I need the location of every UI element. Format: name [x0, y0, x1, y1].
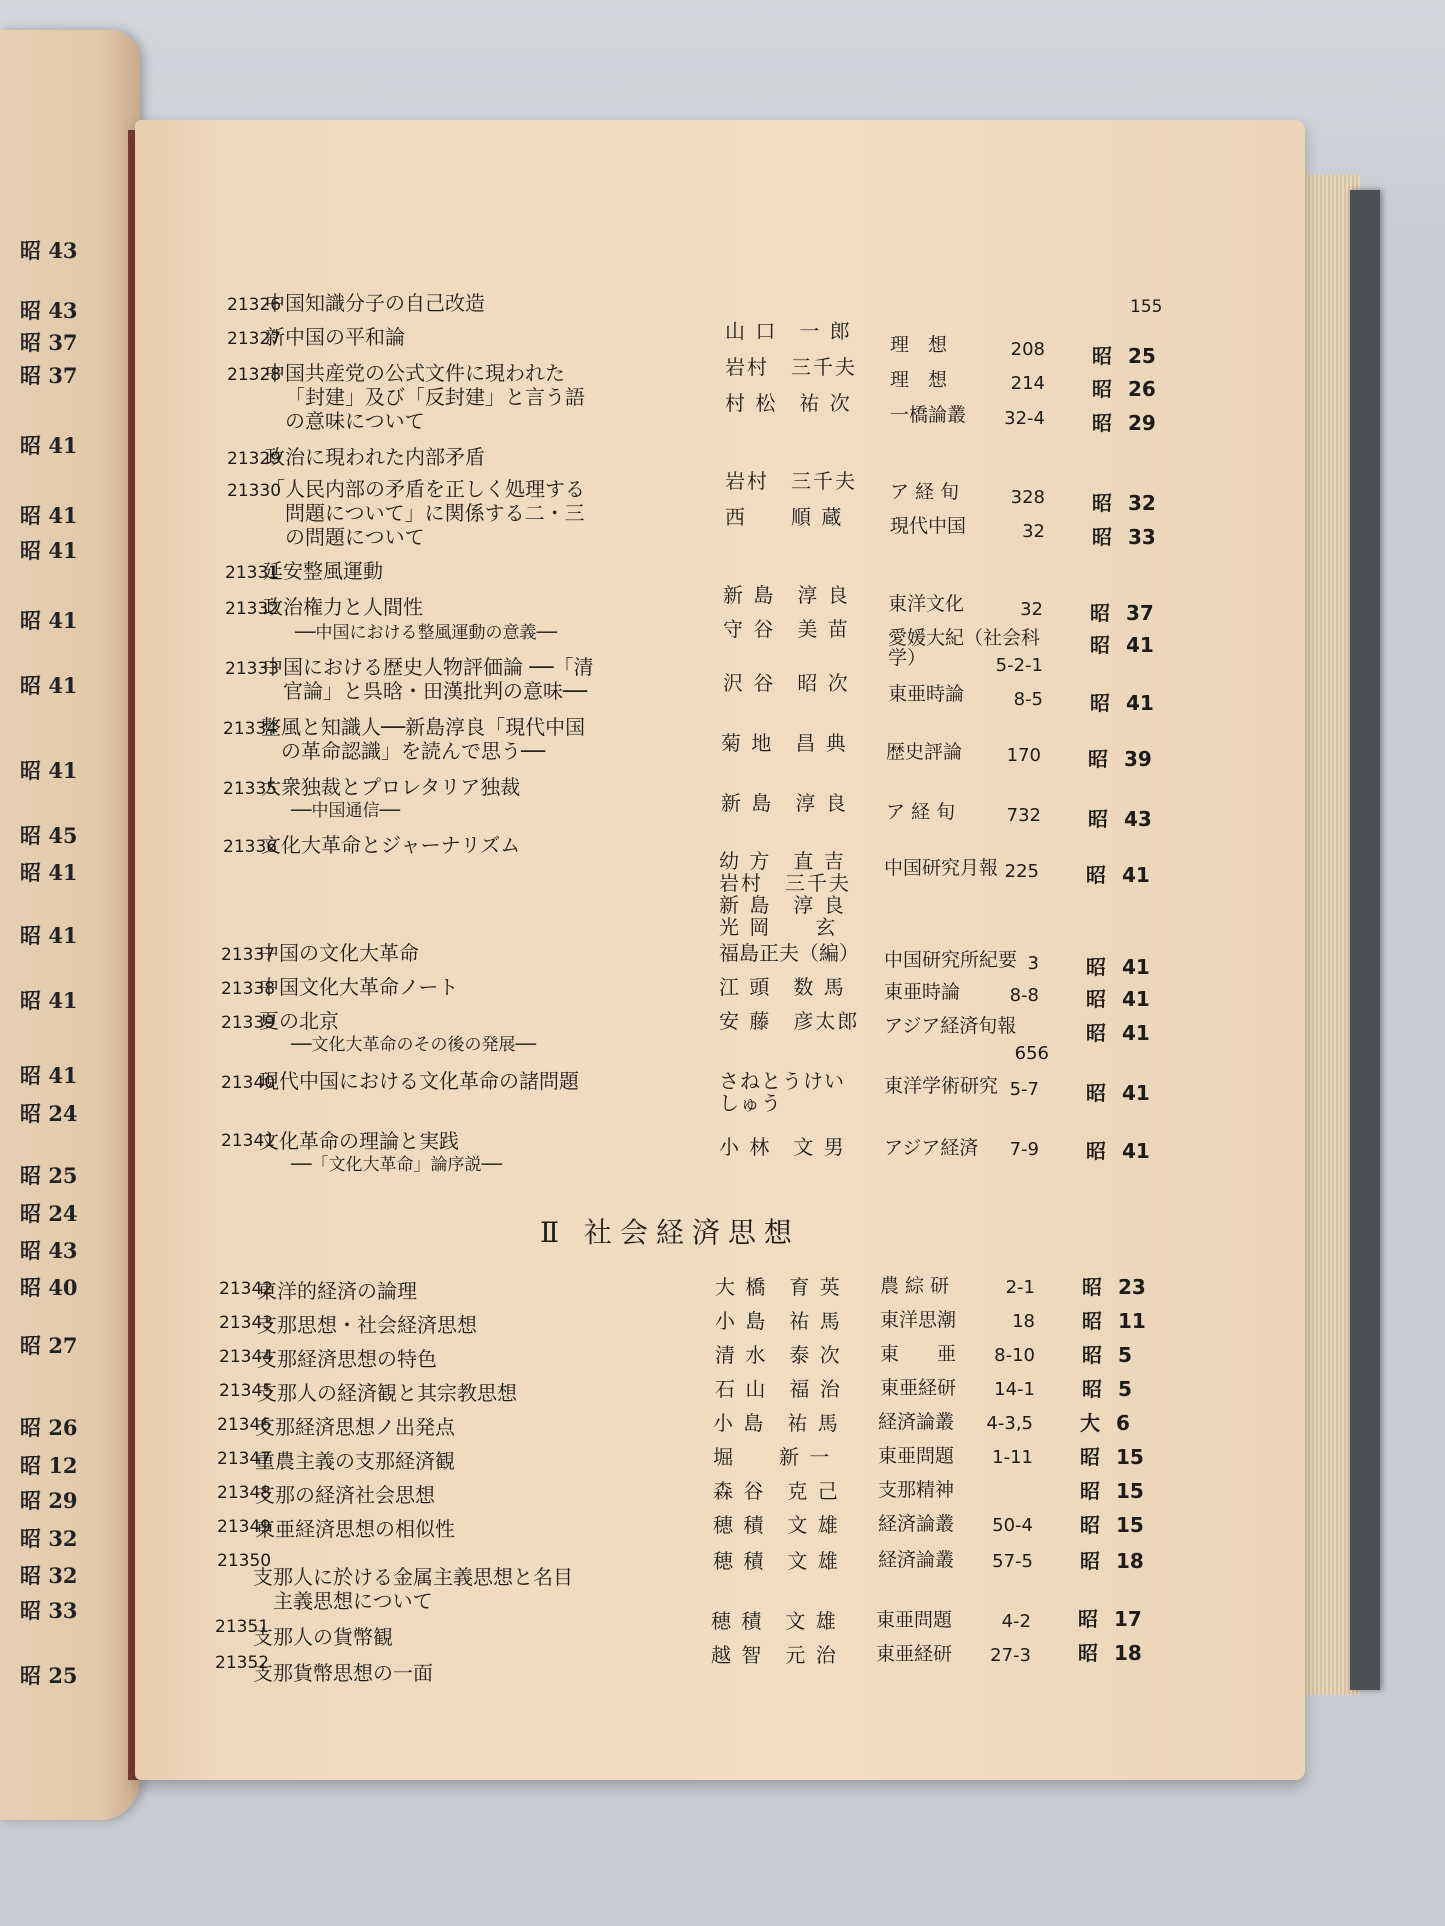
journal-line2: 学）: [888, 647, 927, 669]
year: 18: [1116, 1549, 1144, 1573]
left-era: 昭: [20, 1415, 41, 1440]
year: 41: [1122, 955, 1150, 979]
entry-subtitle: ──中国通信──: [291, 801, 400, 821]
left-era: 昭: [20, 823, 41, 848]
era: 昭: [1086, 1081, 1106, 1105]
era: 昭: [1078, 1607, 1098, 1631]
entry-number: 21343: [219, 1313, 274, 1333]
era: 昭: [1078, 1641, 1098, 1665]
journal: 愛媛大紀（社会科: [888, 627, 1041, 649]
left-year: 24: [48, 1201, 78, 1226]
year: 39: [1124, 747, 1152, 771]
entry-title: 延安整風運動: [263, 559, 383, 583]
volume: 50-4: [992, 1515, 1033, 1536]
volume: 8-5: [1013, 689, 1043, 710]
author-line3: 新 島 淳 良: [719, 893, 846, 917]
year: 29: [1128, 411, 1156, 435]
entry-title: 中国知識分子の自己改造: [265, 291, 485, 315]
entry-number: 21351: [215, 1617, 270, 1637]
era: 昭: [1082, 1275, 1102, 1299]
year: 41: [1122, 1139, 1150, 1163]
left-era: 昭: [20, 1238, 41, 1263]
left-year: 41: [48, 860, 78, 885]
entry-title: 支那人の経済観と其宗教思想: [257, 1381, 517, 1405]
year: 26: [1128, 377, 1156, 401]
author: 穂 積 文 雄: [713, 1513, 840, 1537]
left-era: 昭: [20, 330, 41, 355]
entry-number: 21334: [223, 719, 278, 739]
left-year: 41: [48, 503, 78, 528]
volume: 214: [1010, 373, 1045, 394]
left-year: 41: [48, 988, 78, 1013]
entry-title: 中国共産党の公式文件に現われた: [265, 361, 565, 385]
era: 昭: [1086, 987, 1106, 1011]
year: 15: [1116, 1445, 1144, 1469]
entry-title: 大衆独裁とプロレタリア独裁: [261, 775, 521, 799]
entry-number: 21331: [225, 563, 280, 583]
volume: 328: [1010, 487, 1045, 508]
era: 昭: [1086, 1139, 1106, 1163]
journal: アジア経済旬報: [884, 1015, 1017, 1037]
year: 6: [1116, 1411, 1130, 1435]
author: 小 島 祐 馬: [715, 1309, 842, 1333]
entry-title: 整風と知識人──新島淳良「現代中国: [261, 715, 586, 739]
volume: 5-7: [1009, 1079, 1039, 1100]
volume: 8-10: [994, 1345, 1035, 1366]
year: 41: [1122, 987, 1150, 1011]
entry-number: 21337: [221, 945, 276, 965]
volume: 170: [1006, 745, 1041, 766]
entry-number: 21349: [217, 1517, 272, 1537]
volume: 656: [1014, 1043, 1049, 1064]
journal: 経済論叢: [878, 1411, 955, 1433]
volume: 2-1: [1005, 1277, 1035, 1298]
volume: 4-2: [1001, 1611, 1031, 1632]
author: 西 順 蔵: [725, 505, 844, 529]
author: 山 口 一 郎: [725, 319, 852, 343]
left-era: 昭: [20, 298, 41, 323]
left-year: 41: [48, 433, 78, 458]
entry-title: 政治に現われた内部矛盾: [265, 445, 485, 469]
era: 昭: [1090, 691, 1110, 715]
author: 守 谷 美 苗: [723, 617, 850, 641]
entry-title: 重農主義の支那経済観: [255, 1449, 455, 1473]
journal: 東亜問題: [878, 1445, 955, 1467]
entry-number: 21340: [221, 1073, 276, 1093]
entry-title: 夏の北京: [259, 1009, 339, 1033]
journal: 東亜経研: [880, 1377, 957, 1399]
author: 沢 谷 昭 次: [723, 671, 850, 695]
era: 昭: [1092, 525, 1112, 549]
author: 菊 地 昌 典: [721, 731, 848, 755]
left-era: 昭: [20, 1101, 41, 1126]
entry-subtitle: ──「文化大革命」論序説──: [291, 1155, 502, 1175]
entry-number: 21332: [225, 599, 280, 619]
author: 小 林 文 男: [719, 1135, 846, 1159]
entry-number: 21347: [217, 1449, 272, 1469]
entry-number: 21348: [217, 1483, 272, 1503]
left-era: 昭: [20, 1275, 41, 1300]
entry-title: 東亜経済思想の相似性: [255, 1517, 455, 1541]
entry-title-line2: 問題について」に関係する二・三: [285, 501, 585, 525]
era: 昭: [1092, 344, 1112, 368]
author: 新 島 淳 良: [721, 791, 848, 815]
entry-number: 21352: [215, 1653, 270, 1673]
right-page: [135, 120, 1305, 1780]
left-era: 昭: [20, 1453, 41, 1478]
left-year: 12: [48, 1453, 78, 1478]
year: 43: [1124, 807, 1152, 831]
journal: 東亜時論: [884, 981, 961, 1003]
left-year: 29: [48, 1488, 78, 1513]
author: 穂 積 文 雄: [711, 1609, 838, 1633]
journal: 理 想: [890, 334, 948, 356]
left-era: 昭: [20, 363, 41, 388]
entry-title: 支那経済思想ノ出発点: [255, 1415, 455, 1439]
left-year: 33: [48, 1598, 78, 1623]
entry-title: 新中国の平和論: [265, 325, 405, 349]
left-year: 43: [48, 1238, 78, 1263]
volume: 27-3: [990, 1645, 1031, 1666]
author: 石 山 福 治: [715, 1377, 842, 1401]
entry-title-line2: 主義思想について: [273, 1589, 433, 1613]
entry-number: 21350: [217, 1551, 272, 1571]
left-year: 43: [48, 298, 78, 323]
author: 堀 新 一: [713, 1445, 832, 1469]
entry-number: 21336: [223, 837, 278, 857]
left-year: 24: [48, 1101, 78, 1126]
era: 昭: [1090, 601, 1110, 625]
era: 大: [1080, 1411, 1100, 1435]
entry-number: 21326: [227, 295, 282, 315]
entry-number: 21344: [219, 1347, 274, 1367]
year: 15: [1116, 1479, 1144, 1503]
left-year: 41: [48, 673, 78, 698]
volume: 3: [1027, 953, 1039, 974]
era: 昭: [1090, 633, 1110, 657]
era: 昭: [1080, 1513, 1100, 1537]
entry-title: 中国の文化大革命: [259, 941, 419, 965]
left-year: 32: [48, 1526, 78, 1551]
left-era: 昭: [20, 1063, 41, 1088]
entry-number: 21327: [227, 329, 282, 349]
page-number: 155: [1130, 297, 1163, 317]
left-year: 26: [48, 1415, 78, 1440]
section-heading: Ⅱ 社会経済思想: [540, 1216, 800, 1249]
left-era: 昭: [20, 1663, 41, 1688]
era: 昭: [1082, 1309, 1102, 1333]
left-year: 43: [48, 238, 78, 263]
author: 穂 積 文 雄: [713, 1549, 840, 1573]
left-year: 41: [48, 758, 78, 783]
author: 大 橋 育 英: [715, 1275, 842, 1299]
year: 32: [1128, 491, 1156, 515]
volume: 225: [1004, 861, 1039, 882]
era: 昭: [1092, 411, 1112, 435]
year: 41: [1122, 1021, 1150, 1045]
journal: 東洋思潮: [880, 1309, 957, 1331]
journal: 理 想: [890, 369, 948, 391]
left-year: 27: [48, 1333, 78, 1358]
volume: 32: [1022, 521, 1045, 542]
entry-number: 21329: [227, 449, 282, 469]
volume: 14-1: [994, 1379, 1035, 1400]
journal: 歴史評論: [886, 741, 963, 763]
era: 昭: [1080, 1549, 1100, 1573]
left-year: 25: [48, 1663, 78, 1688]
left-era: 昭: [20, 860, 41, 885]
left-era: 昭: [20, 238, 41, 263]
era: 昭: [1086, 955, 1106, 979]
entry-title: 支那経済思想の特色: [257, 1347, 437, 1371]
journal: 東亜時論: [888, 683, 965, 705]
left-page: [0, 30, 140, 1820]
author: 安 藤 彦太郎: [719, 1009, 860, 1033]
year: 23: [1118, 1275, 1146, 1299]
left-year: 32: [48, 1563, 78, 1588]
journal: ア 経 旬: [890, 481, 960, 503]
era: 昭: [1092, 491, 1112, 515]
author: 岩村 三千夫: [725, 355, 857, 379]
entry-number: 21338: [221, 979, 276, 999]
era: 昭: [1088, 747, 1108, 771]
entry-title: 文化大革命とジャーナリズム: [261, 833, 521, 857]
year: 41: [1126, 633, 1154, 657]
author: 越 智 元 治: [711, 1643, 838, 1667]
author: 新 島 淳 良: [723, 583, 850, 607]
author: 小 島 祐 馬: [713, 1411, 840, 1435]
entry-title-line2: 官論」と呉晗・田漢批判の意味──: [283, 679, 588, 703]
journal: 中国研究月報: [884, 857, 999, 879]
book-cover: [1350, 190, 1380, 1690]
left-era: 昭: [20, 433, 41, 458]
entry-number: 21346: [217, 1415, 272, 1435]
entry-number: 21335: [223, 779, 278, 799]
journal: 支那精神: [878, 1479, 955, 1501]
journal: アジア経済: [884, 1137, 979, 1159]
volume: 32: [1020, 599, 1043, 620]
author: 森 谷 克 己: [713, 1479, 840, 1503]
left-year: 41: [48, 608, 78, 633]
left-era: 昭: [20, 1201, 41, 1226]
author: 岩村 三千夫: [725, 469, 857, 493]
journal: 東洋学術研究: [884, 1075, 999, 1097]
era: 昭: [1082, 1377, 1102, 1401]
author: 幼 方 直 吉: [719, 849, 846, 873]
entry-title-line3: の問題について: [285, 525, 425, 549]
entry-subtitle: ──文化大革命のその後の発展──: [291, 1035, 536, 1055]
volume: 732: [1006, 805, 1041, 826]
entry-title-line2: 「封建」及び「反封建」と言う語: [285, 385, 585, 409]
left-era: 昭: [20, 1563, 41, 1588]
left-era: 昭: [20, 538, 41, 563]
entry-number: 21345: [219, 1381, 274, 1401]
left-year: 41: [48, 1063, 78, 1088]
left-era: 昭: [20, 1598, 41, 1623]
entry-title: 政治権力と人間性: [263, 595, 423, 619]
entry-title: 支那貨幣思想の一面: [253, 1661, 433, 1685]
year: 41: [1122, 1081, 1150, 1105]
entry-title: 中国における歴史人物評価論 ──「清: [263, 655, 594, 679]
left-era: 昭: [20, 503, 41, 528]
year: 37: [1126, 601, 1154, 625]
author: 福島正夫（編）: [719, 941, 859, 965]
left-year: 41: [48, 538, 78, 563]
left-era: 昭: [20, 1333, 41, 1358]
volume: 5-2-1: [995, 655, 1043, 676]
year: 5: [1118, 1343, 1132, 1367]
journal: 一橋論叢: [890, 404, 967, 426]
entry-title: 「人民内部の矛盾を正しく処理する: [265, 477, 585, 501]
volume: 208: [1010, 339, 1045, 360]
journal: 東亜問題: [876, 1609, 953, 1631]
era: 昭: [1082, 1343, 1102, 1367]
volume: 57-5: [992, 1551, 1033, 1572]
left-era: 昭: [20, 923, 41, 948]
left-year: 45: [48, 823, 78, 848]
entry-number: 21339: [221, 1013, 276, 1033]
era: 昭: [1092, 377, 1112, 401]
year: 33: [1128, 525, 1156, 549]
volume: 32-4: [1004, 408, 1045, 429]
entry-title: 東洋的経済の論理: [257, 1279, 417, 1303]
entry-title: 支那人の貨幣観: [253, 1625, 393, 1649]
left-era: 昭: [20, 988, 41, 1013]
journal: 東 亜: [880, 1343, 957, 1365]
left-era: 昭: [20, 608, 41, 633]
left-era: 昭: [20, 1526, 41, 1551]
left-year: 37: [48, 330, 78, 355]
left-era: 昭: [20, 1488, 41, 1513]
entry-number: 21330: [227, 481, 282, 501]
left-year: 37: [48, 363, 78, 388]
author: 江 頭 数 馬: [719, 975, 846, 999]
year: 15: [1116, 1513, 1144, 1537]
entry-title-line3: の意味について: [285, 409, 425, 433]
year: 5: [1118, 1377, 1132, 1401]
entry-title: 支那人に於ける金属主義思想と名目: [253, 1565, 573, 1589]
journal: 現代中国: [890, 515, 967, 537]
entry-title: 現代中国における文化革命の諸問題: [259, 1069, 579, 1093]
era: 昭: [1086, 863, 1106, 887]
journal: 経済論叢: [878, 1513, 955, 1535]
author: 村 松 祐 次: [725, 391, 852, 415]
entry-number: 21342: [219, 1279, 274, 1299]
entry-number: 21341: [221, 1131, 276, 1151]
left-year: 41: [48, 923, 78, 948]
left-era: 昭: [20, 1163, 41, 1188]
volume: 18: [1012, 1311, 1035, 1332]
era: 昭: [1080, 1479, 1100, 1503]
volume: 1-11: [992, 1447, 1033, 1468]
year: 17: [1114, 1607, 1142, 1631]
era: 昭: [1080, 1445, 1100, 1469]
era: 昭: [1086, 1021, 1106, 1045]
volume: 7-9: [1009, 1139, 1039, 1160]
year: 41: [1122, 863, 1150, 887]
journal: 経済論叢: [878, 1549, 955, 1571]
journal: 農 綜 研: [880, 1275, 950, 1297]
journal: 中国研究所紀要: [884, 949, 1018, 971]
entry-title: 支那思想・社会経済思想: [257, 1313, 477, 1337]
left-year: 40: [48, 1275, 78, 1300]
journal: 東亜経研: [876, 1643, 953, 1665]
entry-number: 21328: [227, 365, 282, 385]
left-era: 昭: [20, 673, 41, 698]
year: 11: [1118, 1309, 1146, 1333]
volume: 4-3,5: [986, 1413, 1033, 1434]
journal: 東洋文化: [888, 593, 965, 615]
entry-title: 文化革命の理論と実践: [259, 1129, 459, 1153]
entry-subtitle: ──中国における整風運動の意義──: [295, 623, 557, 643]
entry-title: 中国文化大革命ノート: [259, 975, 459, 999]
journal: ア 経 旬: [886, 801, 956, 823]
left-year: 25: [48, 1163, 78, 1188]
author: 清 水 泰 次: [715, 1343, 842, 1367]
year: 25: [1128, 344, 1156, 368]
author-line2: 岩村 三千夫: [719, 871, 851, 895]
author-line2: しゅう: [719, 1091, 782, 1115]
year: 18: [1114, 1641, 1142, 1665]
era: 昭: [1088, 807, 1108, 831]
author: さねとうけい: [719, 1069, 845, 1093]
entry-title: 支那の経済社会思想: [255, 1483, 435, 1507]
entry-number: 21333: [225, 659, 280, 679]
left-era: 昭: [20, 758, 41, 783]
author-line4: 光 岡 玄: [719, 915, 838, 939]
entry-title-line2: の革命認識」を読んで思う──: [281, 739, 546, 763]
volume: 8-8: [1009, 985, 1039, 1006]
year: 41: [1126, 691, 1154, 715]
